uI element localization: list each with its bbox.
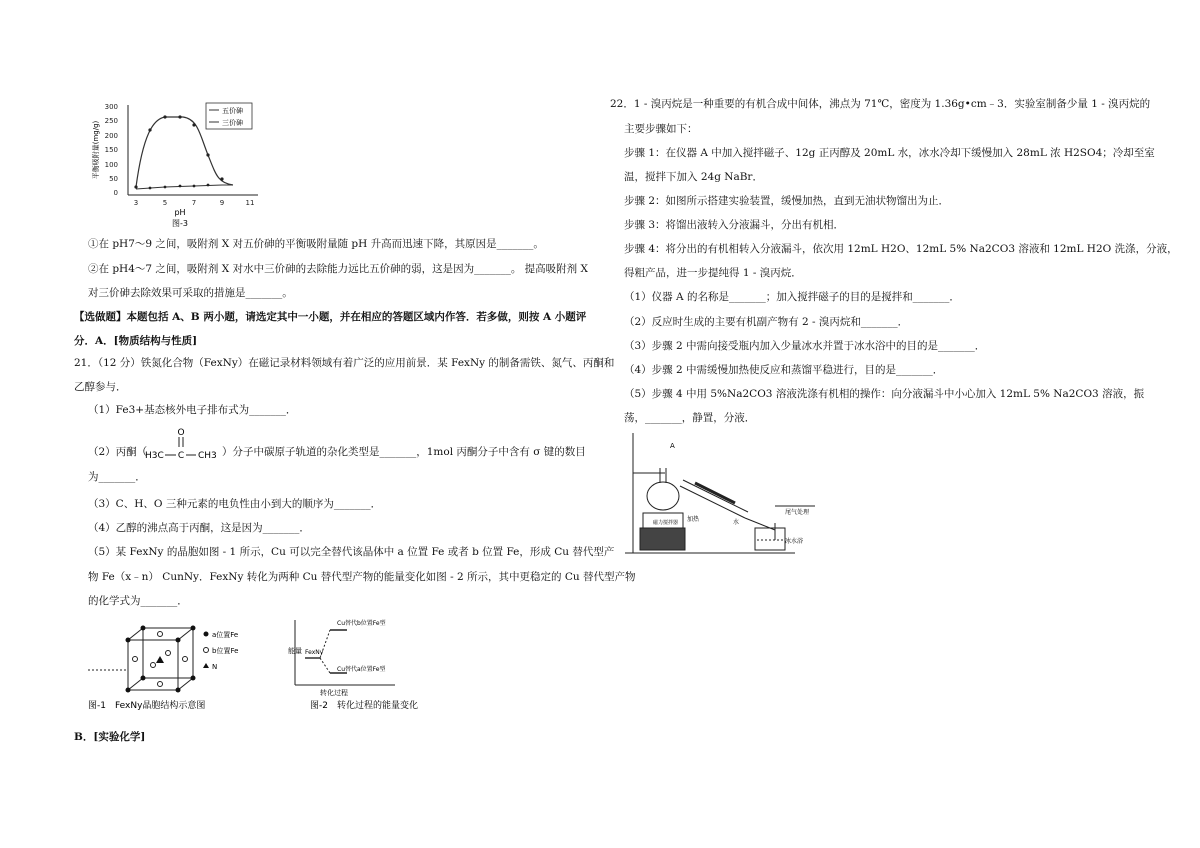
- question-text: （3）C、H、O 三种元素的电负性由小到大的顺序为_______．: [88, 498, 382, 510]
- question-text: 步骤 3：将馏出液转入分液漏斗，分出有机相．: [624, 219, 845, 231]
- figure-1: [88, 620, 288, 715]
- question-text: ②在 pH4～7 之间，吸附剂 X 对水中三价砷的去除能力远比五价砷的弱，这是因为_______。 提高吸附剂 X: [88, 263, 588, 275]
- svg-text:300: 300: [104, 103, 118, 111]
- question-text: （5）某 FexNy 的晶胞如图 - 1 所示，Cu 可以完全替代该晶体中 a 位置 Fe 或者 b 位置 Fe，形成 Cu 替代型产: [88, 546, 615, 558]
- legend-label: 五价砷: [222, 107, 243, 115]
- x-axis-label: 转化过程: [320, 689, 348, 697]
- svg-text:11: 11: [245, 199, 255, 207]
- flask-label: A: [670, 442, 675, 450]
- section-heading: 【选做题】本题包括 A、B 两小题，请选定其中一小题，并在相应的答题区域内作答．若多做，则按 A 小题评: [74, 311, 587, 323]
- question-text: 为_______．: [88, 471, 146, 483]
- methyl-group: H3C: [145, 451, 164, 461]
- ice-bath-label: 冰水浴: [785, 538, 804, 545]
- question-text: （4）步骤 2 中需缓慢加热使反应和蒸馏平稳进行，目的是_______．: [624, 364, 944, 376]
- legend-label: 三价砷: [222, 119, 243, 127]
- question-text: （1）仪器 A 的名称是_______；加入搅拌磁子的目的是搅拌和_______．: [624, 291, 960, 303]
- figure-caption: 图-1 FexNy晶胞结构示意图: [88, 701, 206, 711]
- question-text: 步骤 4：将分出的有机相转入分液漏斗，依次用 12mL H2O、12mL 5% Na2CO3 溶液和 12mL H2O 洗涤，分液，: [624, 243, 1178, 255]
- question-text: （4）乙醇的沸点高于丙酮，这是因为_______．: [88, 522, 310, 534]
- svg-text:5: 5: [162, 199, 168, 207]
- question-text: 主要步骤如下：: [624, 123, 698, 135]
- figure-caption: 图-3: [172, 219, 188, 228]
- question-text: 对三价砷去除效果可采取的措施是_______。: [88, 287, 293, 299]
- svg-text:3: 3: [133, 199, 139, 207]
- figure-3-chart: [88, 95, 268, 230]
- question-text: 21．（12 分）铁氮化合物（FexNy）在磁记录材料领域有着广泛的应用前景．某 FexNy 的制备需铁、氮气、丙酮和: [74, 357, 615, 369]
- section-heading: 分．A．[物质结构与性质]: [74, 335, 198, 347]
- question-text: 荡，_______，静置，分液．: [624, 412, 756, 424]
- methyl-group: CH3: [198, 451, 217, 461]
- start-label: FexNy: [305, 649, 324, 656]
- oxygen-atom: O: [177, 428, 185, 438]
- stirrer-label: 磁力搅拌器: [653, 520, 679, 526]
- carbon-atom: C: [177, 451, 185, 461]
- question-text: （2）反应时生成的主要有机副产物有 2 - 溴丙烷和_______．: [624, 316, 909, 328]
- question-text: 的化学式为_______．: [88, 595, 188, 607]
- svg-text:50: 50: [109, 175, 118, 183]
- question-text: 22．1 - 溴丙烷是一种重要的有机合成中间体，沸点为 71℃，密度为 1.36g•cm﹣3．实验室制备少量 1 - 溴丙烷的: [610, 98, 1151, 110]
- question-text: 得粗产品，进一步提纯得 1 - 溴丙烷．: [624, 267, 802, 279]
- question-text: 步骤 2：如图所示搭建实验装置，缓慢加热，直到无油状物馏出为止．: [624, 195, 950, 207]
- figure-3: [88, 95, 268, 230]
- x-axis-label: pH: [174, 208, 186, 217]
- svg-text:9: 9: [219, 199, 225, 207]
- bottom-level-label: Cu替代a位置Fe型: [337, 666, 386, 673]
- y-axis-label: 能量: [288, 647, 302, 655]
- svg-text:7: 7: [191, 199, 197, 207]
- figure-2: [285, 615, 455, 715]
- question-text: （1）Fe3+基态核外电子排布式为_______．: [88, 404, 297, 416]
- legend-label: a位置Fe: [212, 631, 239, 639]
- top-level-label: Cu替代b位置Fe型: [337, 620, 386, 627]
- acetone-structure: [143, 424, 223, 464]
- tail-gas-label: 尾气处理: [785, 509, 810, 516]
- question-text: （3）步骤 2 中需向接受瓶内加入少量冰水并置于冰水浴中的目的是_______．: [624, 340, 986, 352]
- svg-text:150: 150: [104, 146, 118, 154]
- legend-label: b位置Fe: [212, 647, 239, 655]
- distillation-apparatus: [625, 428, 830, 558]
- heat-label: 加热: [687, 516, 700, 523]
- question-text: 乙醇参与．: [74, 381, 127, 393]
- figure-caption: 图-2 转化过程的能量变化: [310, 701, 418, 711]
- question-text: ）分子中碳原子轨道的杂化类型是_______，1mol 丙酮分子中含有 σ 键的数目: [222, 446, 586, 458]
- question-text: ①在 pH7～9 之间，吸附剂 X 对五价砷的平衡吸附量随 pH 升高而迅速下降，其原因是_______。: [88, 238, 544, 250]
- legend-label: N: [212, 663, 218, 671]
- question-text: （2）丙酮（: [88, 446, 148, 458]
- question-text: 物 Fe（x﹣n） CunNy．FexNy 转化为两种 Cu 替代型产物的能量变化如图 - 2 所示，其中更稳定的 Cu 替代型产物: [88, 571, 636, 583]
- svg-text:250: 250: [104, 117, 118, 125]
- svg-text:100: 100: [104, 161, 118, 169]
- question-text: 温，搅拌下加入 24g NaBr．: [624, 171, 763, 183]
- question-text: 步骤 1：在仪器 A 中加入搅拌磁子、12g 正丙醇及 20mL 水，冰水冷却下缓慢加入 28mL 浓 H2SO4；冷却至室: [624, 147, 1155, 159]
- svg-text:200: 200: [104, 132, 118, 140]
- section-heading: B．[实验化学]: [74, 731, 146, 743]
- water-label: 水: [733, 519, 740, 526]
- question-text: （5）步骤 4 中用 5%Na2CO3 溶液洗涤有机相的操作：向分液漏斗中小心加入 12mL 5% Na2CO3 溶液，振: [624, 388, 1145, 400]
- y-axis-label: 平衡吸附量(mg/g): [92, 120, 100, 180]
- svg-text:0: 0: [113, 189, 118, 197]
